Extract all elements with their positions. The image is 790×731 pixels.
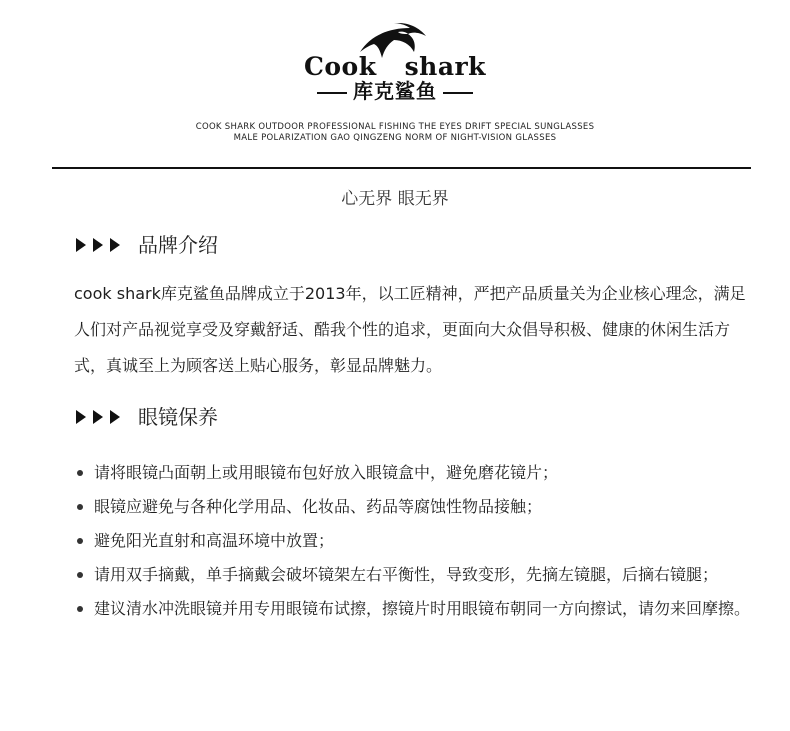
logo-word-shark: shark — [404, 52, 487, 81]
logo-wordmark — [0, 52, 790, 81]
care-list — [74, 457, 764, 625]
care-item-text: 请用双手摘戴，单手摘戴会破坏镜架左右平衡性，导致变形，先摘左镜腿，后摘右镜腿； — [94, 565, 719, 584]
logo-dash-left — [317, 92, 347, 94]
slogan: 心无界 眼无界 — [341, 189, 449, 209]
logo-word-cook: Cook — [303, 52, 377, 81]
care-item-text: 避免阳光直射和高温环境中放置； — [94, 531, 335, 550]
logo-chinese-row — [0, 80, 790, 102]
brand-paragraph: cook shark库克鲨鱼品牌成立于2013年，以工匠精神，严把产品质量关为企业核心理念，满足人们对产品视觉享受及穿戴舒适、酷我个性的追求，更面向大众倡导积极、健康的休闲生活方式，真诚至上为顾客送上贴心服务，彰显品牌魅力。 — [74, 284, 746, 375]
tagline-line-1: COOK SHARK OUTDOOR PROFESSIONAL FISHING THE EYES DRIFT SPECIAL SUNGLASSES — [195, 122, 595, 132]
brand-logo — [0, 22, 790, 102]
bullet-icon — [77, 470, 83, 476]
care-item-text: 请将眼镜凸面朝上或用眼镜布包好放入眼镜盒中，避免磨花镜片； — [94, 463, 559, 482]
bullet-icon — [77, 606, 83, 612]
care-item-text: 眼镜应避免与各种化学用品、化妆品、药品等腐蚀性物品接触； — [94, 497, 543, 516]
tagline-line-2: MALE POLARIZATION GAO QINGZENG NORM OF NIGHT-VISION GLASSES — [233, 133, 557, 143]
list-item — [74, 559, 764, 591]
triple-arrow-icon — [74, 408, 124, 426]
logo-chinese: 库克鲨鱼 — [353, 79, 437, 103]
list-item — [74, 593, 764, 625]
list-item — [74, 525, 764, 557]
triple-arrow-icon — [74, 236, 124, 254]
care-item-text: 建议清水冲洗眼镜并用专用眼镜布试擦，擦镜片时用眼镜布朝同一方向擦试，请勿来回摩擦。 — [94, 599, 751, 618]
bullet-icon — [77, 504, 83, 510]
care-section-title: 眼镜保养 — [138, 405, 218, 429]
list-item — [74, 491, 764, 523]
header-divider — [52, 167, 751, 169]
logo-dash-right — [443, 92, 473, 94]
bullet-icon — [77, 538, 83, 544]
bullet-icon — [77, 572, 83, 578]
list-item — [74, 457, 764, 489]
brand-section-title: 品牌介绍 — [138, 233, 218, 257]
